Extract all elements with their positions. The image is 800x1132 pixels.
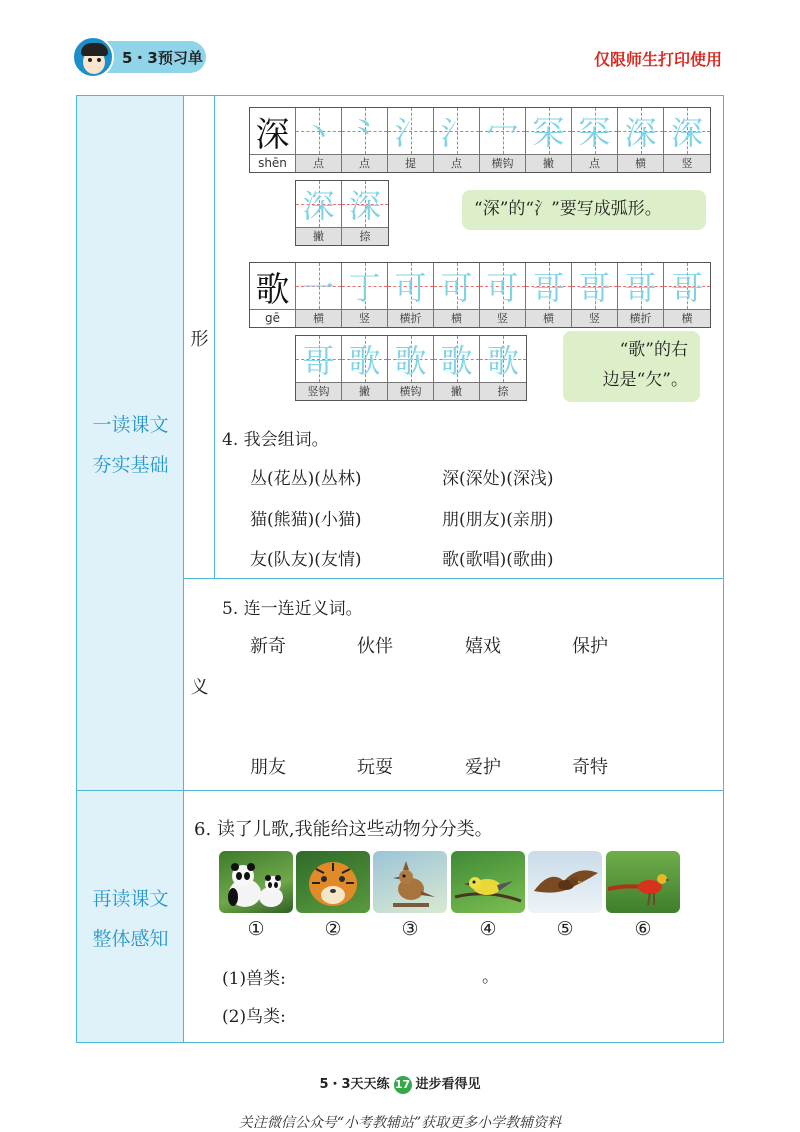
stroke-grid-ge-row1 — [249, 262, 711, 328]
q4-answer: 深(深处)(深浅) — [442, 469, 554, 489]
bottom-notice: 关注微信公众号“小考教辅站”获取更多小学教辅资料 — [238, 1115, 562, 1131]
section-title-read1b: 夯实基础 — [92, 454, 169, 476]
q6-beast-label: (1)兽类: — [222, 969, 286, 989]
animal-number: ⑥ — [634, 918, 652, 940]
section-title-read2: 再读课文 — [92, 888, 169, 910]
stroke-cell: 歌 撇 — [434, 336, 480, 400]
stroke-grid-shen-row1 — [249, 107, 711, 173]
page-number: 17 — [394, 1076, 412, 1094]
synonym-word-bottom[interactable]: 玩耍 — [357, 757, 393, 778]
stroke-cell: 歌 捺 — [480, 336, 526, 400]
eagle-image — [528, 851, 602, 913]
stroke-cell: 可 横折 — [388, 263, 434, 327]
stroke-cell: 深 横 — [618, 108, 664, 172]
stroke-grid-shen-row2 — [295, 180, 389, 246]
q4-answer: 友(队友)(友情) — [250, 550, 362, 570]
synonym-word-top[interactable]: 保护 — [572, 636, 608, 657]
stroke-cell: 深 捺 — [342, 181, 388, 245]
synonym-word-top[interactable]: 伙伴 — [357, 636, 393, 657]
label-yi: 义 — [190, 677, 209, 698]
char-cell: 歌 gē — [250, 263, 296, 327]
synonym-word-bottom[interactable]: 奇特 — [572, 757, 608, 778]
stroke-cell: 哥 竖钩 — [296, 336, 342, 400]
q6-title: 6. 读了儿歌,我能给这些动物分分类。 — [194, 819, 493, 840]
tip-shen: “深”的“氵”要写成弧形。 — [462, 190, 706, 230]
print-notice: 仅限师生打印使用 — [593, 50, 722, 69]
section-title-read2b: 整体感知 — [92, 928, 169, 950]
mascot-avatar-icon — [72, 36, 114, 78]
footer-right: 进步看得见 — [415, 1077, 481, 1092]
tiger-image — [296, 851, 370, 913]
panda-image — [219, 851, 293, 913]
q4-answer: 丛(花丛)(丛林) — [250, 469, 362, 489]
char-cell: 深 shēn — [250, 108, 296, 172]
stroke-cell: 可 横 — [434, 263, 480, 327]
q6-beast-end: 。 — [482, 967, 499, 987]
stroke-cell: 深 撇 — [296, 181, 342, 245]
stroke-cell: 哥 横 — [664, 263, 710, 327]
stroke-cell: 罙 点 — [572, 108, 618, 172]
stroke-cell: ⺀ 点 — [342, 108, 388, 172]
page-footer — [0, 1073, 800, 1094]
crested-bird-image — [373, 851, 447, 913]
q5-title: 5. 连一连近义词。 — [222, 599, 363, 619]
synonym-word-bottom[interactable]: 爱护 — [465, 757, 501, 778]
stroke-cell: 可 竖 — [480, 263, 526, 327]
tip-ge-line1: “歌”的右 — [619, 340, 688, 360]
stroke-cell: 一 横 — [296, 263, 342, 327]
stroke-cell: 氵 点 — [434, 108, 480, 172]
synonym-word-top[interactable]: 嬉戏 — [465, 636, 501, 657]
label-xing: 形 — [190, 329, 209, 350]
stroke-cell: 氵 提 — [388, 108, 434, 172]
stroke-cell: 哥 横 — [526, 263, 572, 327]
stroke-cell: 歌 横钩 — [388, 336, 434, 400]
q4-answer: 猫(熊猫)(小猫) — [250, 510, 362, 530]
q6-bird-label: (2)鸟类: — [222, 1007, 286, 1027]
footer-left: 5・3天天练 — [319, 1077, 390, 1092]
stroke-cell: 深 竖 — [664, 108, 710, 172]
animal-number: ② — [324, 918, 342, 940]
tip-ge-line2: 边是“欠”。 — [602, 370, 688, 390]
header-title: 5・3预习单 — [122, 49, 203, 67]
stroke-cell: 冖 横钩 — [480, 108, 526, 172]
synonym-word-bottom[interactable]: 朋友 — [250, 757, 286, 778]
divider-xing-yi — [184, 578, 723, 579]
animal-number: ⑤ — [556, 918, 574, 940]
stroke-cell: 歌 撇 — [342, 336, 388, 400]
stroke-cell: 哥 横折 — [618, 263, 664, 327]
tip-ge — [563, 331, 700, 402]
animal-number: ① — [247, 918, 265, 940]
stroke-cell: 丁 竖 — [342, 263, 388, 327]
synonym-word-top[interactable]: 新奇 — [250, 636, 286, 657]
stroke-cell: 罙 撇 — [526, 108, 572, 172]
stroke-grid-ge-row2 — [295, 335, 527, 401]
pheasant-image — [606, 851, 680, 913]
yellow-bird-image — [451, 851, 525, 913]
animal-number: ③ — [401, 918, 419, 940]
stroke-cell: 丶 点 — [296, 108, 342, 172]
section-title-read1: 一读课文 — [92, 414, 169, 436]
q4-answer: 朋(朋友)(亲朋) — [442, 510, 554, 530]
divider-section — [77, 790, 723, 791]
q4-answer: 歌(歌唱)(歌曲) — [442, 550, 554, 570]
animal-number: ④ — [479, 918, 497, 940]
stroke-cell: 哥 竖 — [572, 263, 618, 327]
q4-title: 4. 我会组词。 — [222, 430, 329, 450]
